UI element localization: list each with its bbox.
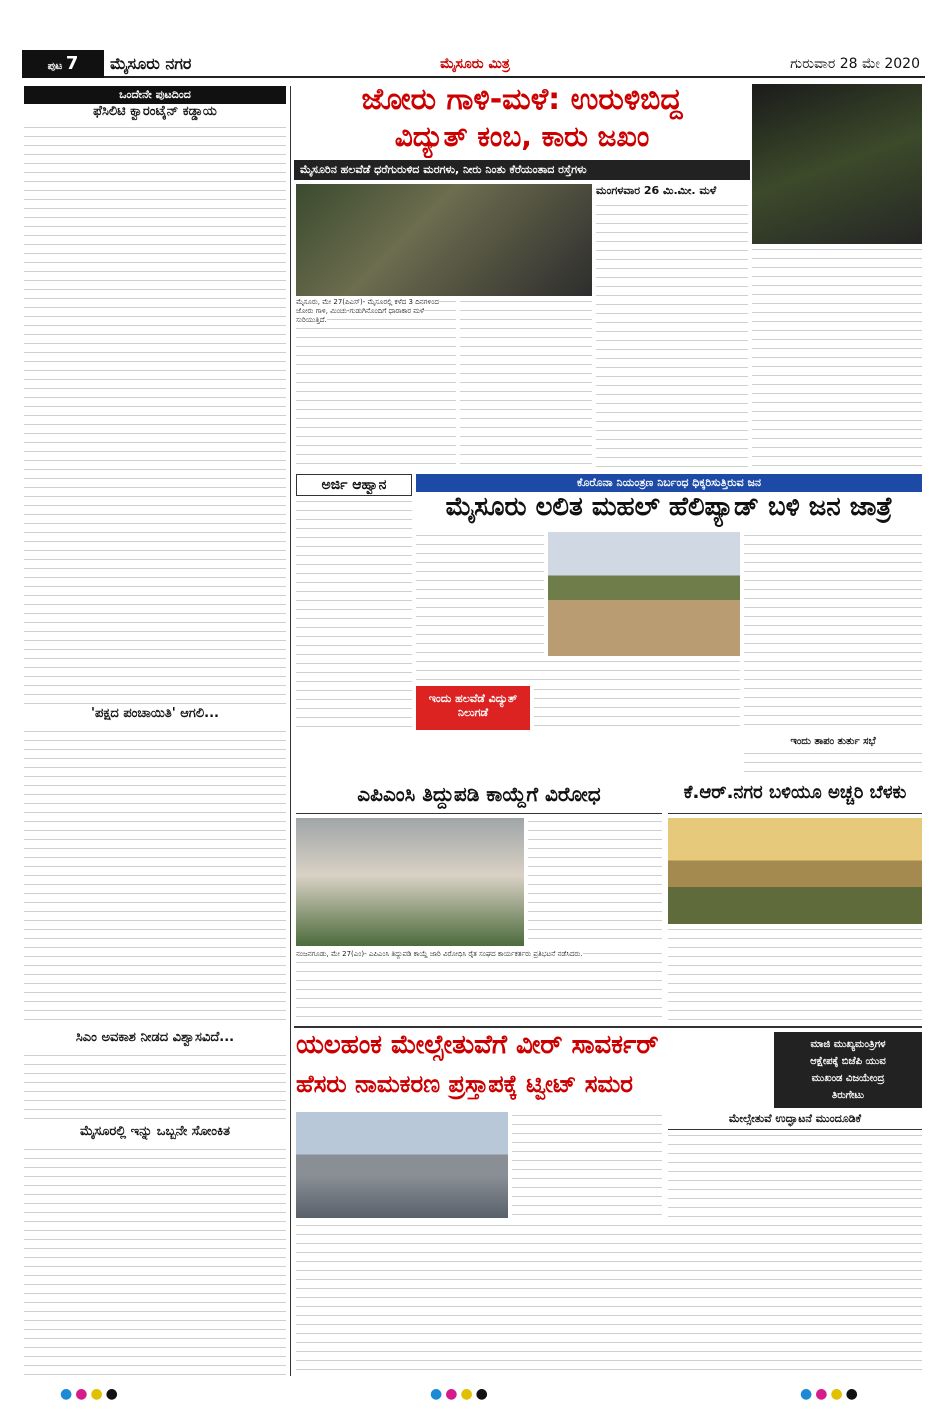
apmc-caption: ನಂಜನಗೂಡು, ಮೇ 27(ಎಂ)- ಎಪಿಎಂಸಿ ತಿದ್ದುಪಡಿ ಕಾಯ್ದೆ ಜಾರಿ ವಿರೋಧಿಸಿ ರೈತ ಸಂಘದ ಕಾರ್ಯಕರ್ತರು ಪ್ರತಿಭಟನೆ ನಡೆಸಿದರು. <box>296 950 662 1022</box>
savarkar-headline: ಯಲಹಂಕ ಮೇಲ್ಸೇತುವೆಗೆ ವೀರ್ ಸಾವರ್ಕರ್ <box>296 1032 659 1060</box>
side-body <box>752 246 922 468</box>
column-divider <box>290 86 291 1376</box>
meeting-title: ಇಂದು ತಾಪಂ ತುರ್ತು ಸಭೆ <box>790 736 876 747</box>
story-title: ಮೈಸೂರಲ್ಲಿ ಇನ್ನು ಒಬ್ಬನೇ ಸೋಂಕಿತ <box>80 1124 230 1139</box>
story-body <box>24 728 286 1028</box>
kr-nagar-body <box>668 926 922 1022</box>
photo-caption: ಮೈಸೂರು, ಮೇ 27(ಪಿಎಸ್)- ಮೈಸೂರಲ್ಲಿ ಕಳೆದ 3 ದಿನಗಳಿಂದ ಜೋರು ಗಾಳಿ, ಮಿಂಚು-ಗುಡುಗಿನೊಂದಿಗೆ ಧಾರಾಕಾರ ಮಳೆ ಸುರಿಯುತ್ತಿದೆ. <box>296 298 456 468</box>
savarkar-columns <box>296 1222 922 1376</box>
savarkar-headline-2: ಹೆಸರು ನಾಮಕರಣ ಪ್ರಸ್ತಾಪಕ್ಕೆ ಟ್ವೀಟ್ ಸಮರ <box>296 1072 633 1098</box>
paper-name: ಮೈಸೂರು ಮಿತ್ರ <box>440 56 510 72</box>
kr-nagar-photo <box>668 818 922 924</box>
lead-subhead: ಮೈಸೂರಿನ ಹಲವೆಡೆ ಧರೆಗುರುಳಿದ ಮರಗಳು, ನೀರು ನಿಂತು ಕೆರೆಯಂತಾದ ರಸ್ತೆಗಳು <box>294 160 750 180</box>
kicker-line: ಆಕ್ಷೇಪಕ್ಕೆ ಬಿಜೆಪಿ ಯುವ <box>810 1056 886 1067</box>
storm-photo <box>296 184 592 296</box>
story-body <box>24 124 286 704</box>
lead-headline-2: ವಿದ್ಯುತ್ ಕಂಬ, ಕಾರು ಜಖಂ <box>394 122 650 153</box>
kicker-line: ಮಾಜಿ ಮುಖ್ಯಮಂತ್ರಿಗಳ <box>810 1039 886 1050</box>
story-title: ಫೆಸಿಲಿಟಿ ಕ್ವಾರಂಟೈನ್ ಕಡ್ಡಾಯ <box>93 104 217 119</box>
kicker-line: ತಿರುಗೇಟು <box>831 1090 865 1101</box>
rain-subtitle: ಮಂಗಳವಾರ 26 ಮಿ.ಮೀ. ಮಳೆ <box>596 184 717 197</box>
section-title: ಮೈಸೂರು ನಗರ <box>110 54 192 73</box>
notice-title: ಅರ್ಜಿ ಆಹ್ವಾನ <box>296 474 412 496</box>
helipad-headline: ಮೈಸೂರು ಲಲಿತ ಮಹಲ್ ಹೆಲಿಪ್ಯಾಡ್ ಬಳಿ ಜನ ಜಾತ್ರೆ <box>445 494 893 522</box>
notice-body <box>296 498 412 730</box>
flyover-photo <box>296 1112 508 1218</box>
page-number: ಪುಟ 7 <box>22 50 104 78</box>
issue-date: ಗುರುವಾರ 28 ಮೇ 2020 <box>790 56 920 72</box>
fallen-tree-photo <box>752 84 922 244</box>
inset-body <box>668 1132 922 1218</box>
registration-marks-left: ●●●● <box>60 1386 121 1402</box>
registration-marks-right: ●●●● <box>800 1386 861 1402</box>
lead-headline: ಜೋರು ಗಾಳಿ-ಮಳೆ: ಉರುಳಿಬಿದ್ದ <box>361 84 683 117</box>
apmc-body <box>528 818 662 946</box>
story-body <box>24 1052 286 1122</box>
savarkar-body <box>512 1112 662 1218</box>
helipad-body <box>416 532 544 656</box>
registration-marks-center: ●●●● <box>430 1386 491 1402</box>
meeting-body <box>744 750 922 780</box>
story-body <box>24 1146 286 1376</box>
kicker-line: ಮುಖಂಡ ವಿಜಯೇಂದ್ರ <box>811 1073 885 1084</box>
rain-body <box>596 202 748 468</box>
helipad-body-2 <box>744 532 922 732</box>
power-cut-body <box>534 686 740 730</box>
inset-title: ಮೇಲ್ಸೇತುವೆ ಉದ್ಘಾಟನೆ ಮುಂದೂಡಿಕೆ <box>668 1112 922 1130</box>
section-rule <box>294 1026 922 1028</box>
helipad-banner: ಕೊರೊನಾ ನಿಯಂತ್ರಣ ನಿರ್ಬಂಧ ಧಿಕ್ಕರಿಸುತ್ತಿರುವ ಜನ <box>416 474 922 492</box>
left-column-header: ಒಂದೇನೇ ಪುಟದಿಂದ <box>24 86 286 104</box>
apmc-headline: ಎಪಿಎಂಸಿ ತಿದ್ದುಪಡಿ ಕಾಯ್ದೆಗೆ ವಿರೋಧ <box>296 784 662 814</box>
helipad-photo <box>548 532 740 656</box>
lead-body <box>460 298 592 468</box>
power-cut-box: ಇಂದು ಹಲವೆಡೆ ವಿದ್ಯುತ್ ನಿಲುಗಡೆ <box>416 686 530 730</box>
story-title: ಸಿಎಂ ಅವಕಾಶ ನೀಡದ ವಿಶ್ವಾಸವಿದೆ... <box>75 1030 235 1045</box>
kr-nagar-headline: ಕೆ.ಆರ್.ನಗರ ಬಳಿಯೂ ಅಚ್ಚರಿ ಬೆಳಕು <box>668 784 922 814</box>
apmc-protest-photo <box>296 818 524 946</box>
helipad-body-3 <box>416 658 740 684</box>
story-title: 'ಪಕ್ಷದ ಪಂಚಾಯಿತಿ' ಆಗಲಿ... <box>91 706 219 721</box>
savarkar-kicker <box>774 1032 922 1108</box>
